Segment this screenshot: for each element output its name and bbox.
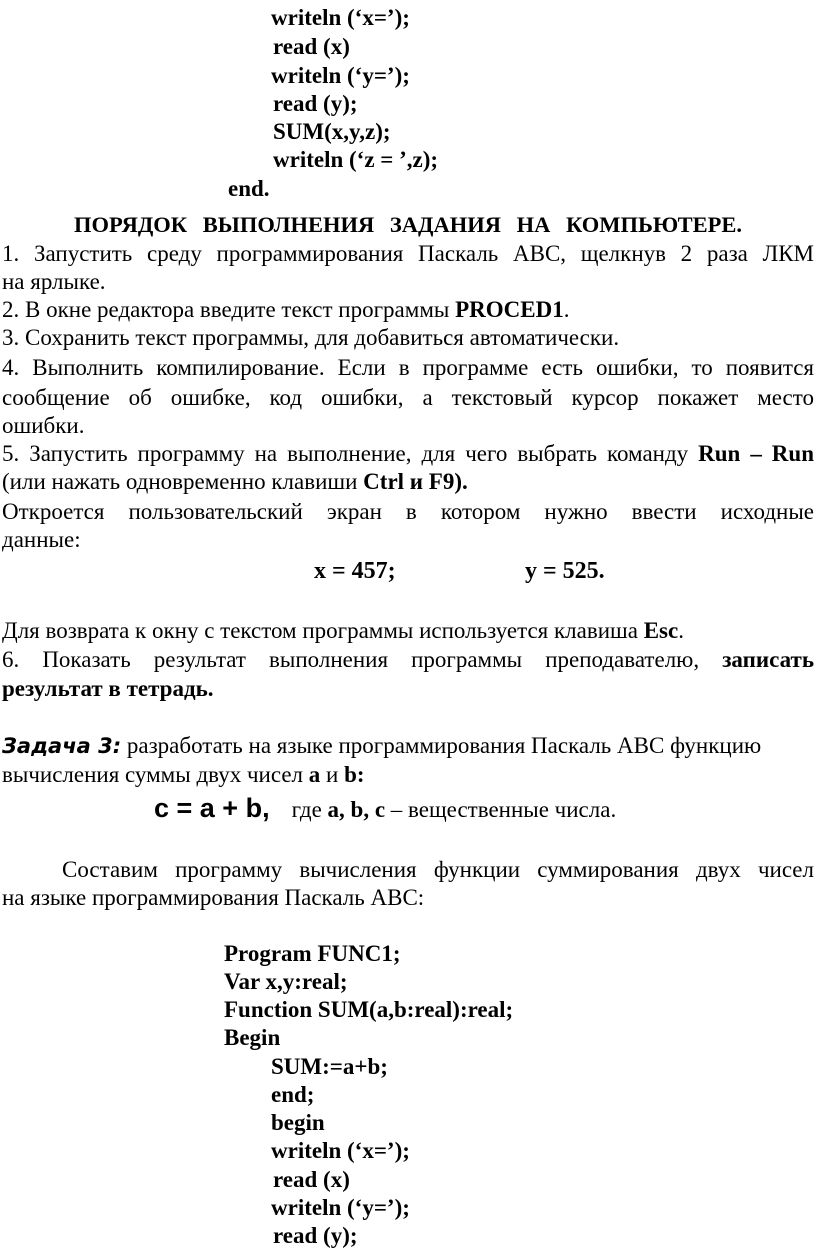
step-5-line-2: (или нажать одновременно клавиши Ctrl и F9).	[2, 469, 468, 494]
step-5-line-1: 5. Запустить программу на выполнение, для чего выбрать команду Run – Run	[2, 441, 815, 466]
x-value: x = 457;	[314, 558, 396, 584]
code-line: begin	[271, 1110, 325, 1135]
code-line: end;	[271, 1082, 315, 1107]
code-line: writeln (‘x=’);	[271, 5, 410, 30]
intro-line-2: на языке программирования Паскаль АВС:	[2, 885, 425, 910]
step-1-line-2: на ярлыке.	[2, 269, 106, 294]
step-1-line-1: 1. Запустить среду программирования Паскаль АВС, щелкнув 2 раза ЛКМ	[2, 241, 814, 266]
code-line: read (x)	[273, 1167, 350, 1192]
section-heading: ПОРЯДОК ВЫПОЛНЕНИЯ ЗАДАНИЯ НА КОМПЬЮТЕРЕ.	[73, 212, 743, 237]
code-line: Var x,y:real;	[224, 969, 348, 994]
code-line: writeln (‘x=’);	[271, 1138, 410, 1163]
code-line: Program FUNC1;	[224, 941, 401, 966]
code-line: Begin	[224, 1025, 281, 1050]
step-6-line-1: 6. Показать результат выполнения программы преподавателю, записать	[2, 647, 814, 672]
code-line: end.	[228, 176, 270, 201]
code-line: read (x)	[273, 34, 350, 59]
esc-note: Для возврата к окну с текстом программы используется клавиша Esc.	[2, 618, 684, 643]
code-line: read (y);	[273, 91, 358, 116]
step-5-line-4: данные:	[2, 527, 81, 552]
y-value: y = 525.	[525, 558, 605, 584]
formula-line: c = a + b, где a, b, c – вещественные числа.	[154, 793, 617, 823]
step-4-line-3: ошибки.	[2, 413, 85, 438]
step-6-line-2: результат в тетрадь.	[2, 676, 214, 701]
code-line: writeln (‘z = ’,z);	[273, 147, 439, 172]
step-4-line-1: 4. Выполнить компилирование. Если в программе есть ошибки, то появится	[2, 355, 814, 380]
step-5-line-3: Откроется пользовательский экран в котором нужно ввести исходные	[2, 499, 814, 524]
step-4-line-2: сообщение об ошибке, код ошибки, а текстовый курсор покажет место	[2, 385, 814, 410]
formula: c = a + b,	[154, 793, 270, 823]
code-line: Function SUM(a,b:real):real;	[224, 997, 514, 1022]
intro-line-1: Составим программу вычисления функции суммирования двух чисел	[62, 857, 814, 882]
code-line: writeln (‘y=’);	[271, 1195, 410, 1220]
code-line: SUM(x,y,z);	[273, 119, 391, 144]
step-2: 2. В окне редактора введите текст программы PROCED1.	[2, 297, 570, 322]
code-line: read (y);	[273, 1223, 358, 1248]
code-line: SUM:=a+b;	[271, 1054, 388, 1079]
task-3-line-1: Задача 3: разработать на языке программирования Паскаль АВС функцию	[2, 733, 762, 758]
code-line: writeln (‘y=’);	[271, 63, 410, 88]
step-3: 3. Сохранить текст программы, для добавиться автоматически.	[2, 325, 620, 350]
task-3-label: Задача 3:	[2, 734, 122, 758]
task-3-line-2: вычисления суммы двух чисел a и b:	[2, 762, 365, 787]
